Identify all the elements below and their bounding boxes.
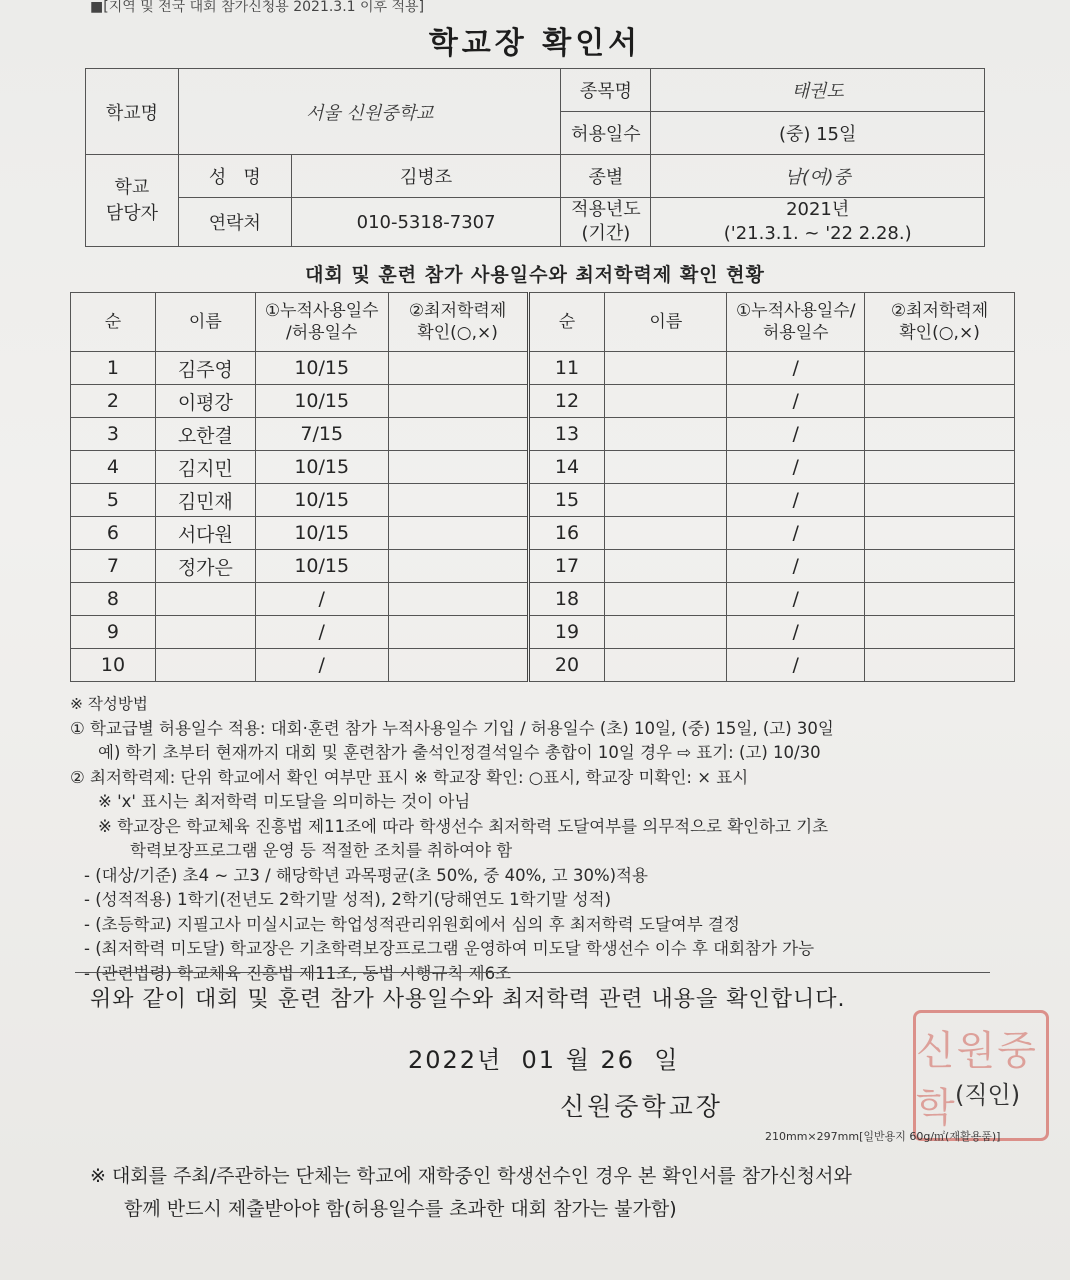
apply-year-label-line2: (기간) (581, 223, 631, 244)
student-name: 정가은 (155, 550, 255, 583)
col-check-header-line2: 확인(○,×) (417, 323, 498, 343)
row-no: 6 (71, 517, 156, 550)
row-no: 17 (528, 550, 605, 583)
document-title: 학교장 확인서 (428, 26, 642, 61)
row-no: 14 (528, 451, 605, 484)
table-row (71, 550, 1015, 583)
min-academic-check (388, 649, 528, 682)
table-row (71, 418, 1015, 451)
student-name: 김민재 (155, 484, 255, 517)
form-category-note: ■[지역 및 전국 대회 참가신청용 2021.3.1 이후 적용] (90, 0, 425, 15)
note-line: - (최저학력 미도달) 학교장은 기초학력보장프로그램 운영하여 미도달 학생선수 이수 후 대회참가 가능 (84, 939, 815, 958)
used-days: 10/15 (255, 385, 388, 418)
student-name (605, 649, 727, 682)
row-no: 12 (528, 385, 605, 418)
manager-name-label: 성 명 (178, 155, 291, 198)
table-row (71, 583, 1015, 616)
col-no-header-right: 순 (528, 293, 605, 352)
used-days: 10/15 (255, 352, 388, 385)
section-title: 대회 및 훈련 참가 사용일수와 최저학력제 확인 현황 (305, 264, 765, 286)
sport-label: 종목명 (561, 69, 651, 112)
apply-year-value-line2: ('21.3.1. ~ '22 2.28.) (723, 223, 912, 244)
col-days-header (255, 293, 388, 352)
used-days: 7/15 (255, 418, 388, 451)
table-header-row (71, 293, 1015, 352)
min-academic-check (865, 550, 1015, 583)
gender-value: 남(여)중 (651, 155, 985, 198)
note-line: - (관련법령) 학교체육 진흥법 제11조, 동법 시행규칙 제6조 (84, 963, 511, 983)
row-no: 10 (71, 649, 156, 682)
row-no: 18 (528, 583, 605, 616)
allowed-days-value: (중) 15일 (651, 112, 985, 155)
row-no: 3 (71, 418, 156, 451)
col-days-header-right-line2: 허용일수 (762, 323, 829, 343)
col-check-header-line1: ②최저학력제 (408, 301, 507, 321)
col-days-header-right-line1: ①누적사용일수/ (735, 301, 856, 321)
row-no: 5 (71, 484, 156, 517)
col-check-header (388, 293, 528, 352)
student-name: 김주영 (155, 352, 255, 385)
student-name (155, 616, 255, 649)
used-days: / (255, 616, 388, 649)
student-name (605, 451, 727, 484)
table-row (71, 616, 1015, 649)
school-name-value: 서울 신원중학교 (178, 69, 561, 155)
min-academic-check (388, 385, 528, 418)
student-name (605, 385, 727, 418)
writing-instructions (70, 692, 1045, 986)
col-days-header-right (727, 293, 865, 352)
student-name (605, 352, 727, 385)
principal-signature: 신원중학교장 (560, 1092, 723, 1121)
row-no: 4 (71, 451, 156, 484)
min-academic-check (388, 418, 528, 451)
used-days: / (727, 352, 865, 385)
notes-heading: ※ 작성방법 (70, 695, 148, 713)
used-days: / (727, 418, 865, 451)
min-academic-check (865, 649, 1015, 682)
used-days: / (727, 649, 865, 682)
row-no: 15 (528, 484, 605, 517)
note-line: - (대상/기준) 초4 ~ 고3 / 해당학년 과목평균(초 50%, 중 40%, 고 30%)적용 (84, 865, 648, 885)
min-academic-check (865, 451, 1015, 484)
used-days: / (727, 550, 865, 583)
used-days: / (727, 616, 865, 649)
table-row (71, 517, 1015, 550)
min-academic-check (865, 484, 1015, 517)
min-academic-check (388, 517, 528, 550)
apply-year-label (561, 198, 651, 247)
student-name (605, 550, 727, 583)
student-status-table (70, 292, 1015, 682)
used-days: / (255, 649, 388, 682)
min-academic-check (388, 550, 528, 583)
used-days: 10/15 (255, 484, 388, 517)
note-line: ※ 'x' 표시는 최저학력 미도달을 의미하는 것이 아님 (98, 792, 471, 811)
col-check-header-right-line2: 확인(○,×) (899, 323, 980, 343)
min-academic-check (388, 583, 528, 616)
issue-date: 2022년 01 월 26 일 (408, 1046, 680, 1074)
row-no: 16 (528, 517, 605, 550)
note-line: ※ 학교장은 학교체육 진흥법 제11조에 따라 학생선수 최저학력 도달여부를 의무적으로 확인하고 기초 (98, 816, 829, 836)
student-name: 서다원 (155, 517, 255, 550)
footer-line-2: 함께 반드시 제출받아야 함(허용일수를 초과한 대회 참가는 불가함) (124, 1198, 677, 1220)
col-name-header-right: 이름 (605, 293, 727, 352)
used-days: / (727, 517, 865, 550)
row-no: 2 (71, 385, 156, 418)
student-name (155, 649, 255, 682)
note-line: ① 학교급별 허용일수 적용: 대회·훈련 참가 누적사용일수 기입 / 허용일수 (초) 10일, (중) 15일, (고) 30일 (70, 718, 834, 738)
used-days: 10/15 (255, 517, 388, 550)
student-name: 이평강 (155, 385, 255, 418)
min-academic-check (388, 484, 528, 517)
divider (75, 972, 990, 973)
manager-contact-value: 010-5318-7307 (291, 198, 561, 247)
note-line: - (초등학교) 지필고사 미실시교는 학업성적관리위원회에서 심의 후 최저학력 도달여부 결정 (84, 914, 740, 934)
student-name (605, 517, 727, 550)
student-name (605, 583, 727, 616)
footer-note (90, 1160, 1030, 1226)
used-days: 10/15 (255, 451, 388, 484)
min-academic-check (865, 583, 1015, 616)
student-name (605, 418, 727, 451)
school-info-table (85, 68, 985, 247)
seal-label: (직인) (955, 1081, 1021, 1109)
note-line: 예) 학기 초부터 현재까지 대회 및 훈련참가 출석인정결석일수 총합이 10일 경우 ⇨ 표기: (고) 10/30 (98, 743, 821, 762)
col-name-header: 이름 (155, 293, 255, 352)
col-days-header-line1: ①누적사용일수 (264, 301, 379, 321)
student-name (605, 616, 727, 649)
note-line: - (성적적용) 1학기(전년도 2학기말 성적), 2학기(당해연도 1학기말 성적) (84, 890, 612, 909)
apply-year-value-line1: 2021년 (786, 199, 850, 220)
col-days-header-line2: /허용일수 (286, 323, 358, 343)
col-check-header-right (865, 293, 1015, 352)
student-rows (71, 352, 1015, 682)
apply-year-value (651, 198, 985, 247)
sport-value: 태권도 (651, 69, 985, 112)
min-academic-check (865, 385, 1015, 418)
row-no: 19 (528, 616, 605, 649)
school-name-label: 학교명 (86, 69, 179, 155)
min-academic-check (388, 352, 528, 385)
student-name (155, 583, 255, 616)
allowed-days-label: 허용일수 (561, 112, 651, 155)
used-days: / (727, 583, 865, 616)
table-row (71, 484, 1015, 517)
row-no: 7 (71, 550, 156, 583)
manager-contact-label: 연락처 (178, 198, 291, 247)
apply-year-label-line1: 적용년도 (571, 199, 641, 220)
min-academic-check (865, 616, 1015, 649)
min-academic-check (388, 451, 528, 484)
col-no-header: 순 (71, 293, 156, 352)
used-days: / (727, 484, 865, 517)
min-academic-check (865, 418, 1015, 451)
col-check-header-right-line1: ②최저학력제 (890, 301, 989, 321)
note-line: ② 최저학력제: 단위 학교에서 확인 여부만 표시 ※ 학교장 확인: ○표시, 학교장 미확인: × 표시 (70, 767, 749, 787)
manager-label: 학교 담당자 (86, 155, 179, 247)
confirmation-statement: 위와 같이 대회 및 훈련 참가 사용일수와 최저학력 관련 내용을 확인합니다. (90, 987, 846, 1012)
student-name: 오한결 (155, 418, 255, 451)
table-row (71, 385, 1015, 418)
used-days: 10/15 (255, 550, 388, 583)
row-no: 20 (528, 649, 605, 682)
row-no: 8 (71, 583, 156, 616)
row-no: 1 (71, 352, 156, 385)
used-days: / (727, 385, 865, 418)
table-row (71, 352, 1015, 385)
row-no: 9 (71, 616, 156, 649)
row-no: 13 (528, 418, 605, 451)
row-no: 11 (528, 352, 605, 385)
manager-name-value: 김병조 (291, 155, 561, 198)
gender-label: 종별 (561, 155, 651, 198)
table-row (71, 451, 1015, 484)
min-academic-check (865, 352, 1015, 385)
student-name (605, 484, 727, 517)
student-name: 김지민 (155, 451, 255, 484)
used-days: / (727, 451, 865, 484)
used-days: / (255, 583, 388, 616)
table-row (71, 649, 1015, 682)
footer-line-1: ※ 대회를 주최/주관하는 단체는 학교에 재학중인 학생선수인 경우 본 확인서를 참가신청서와 (90, 1165, 852, 1187)
seal-text: 신원중학 (916, 1027, 1038, 1131)
paper-spec: 210mm×297mm[일반용지 60g/㎡(재활용품)] (765, 1130, 1001, 1143)
note-line: 학력보장프로그램 운영 등 적절한 조치를 취하여야 함 (130, 841, 513, 860)
min-academic-check (865, 517, 1015, 550)
min-academic-check (388, 616, 528, 649)
